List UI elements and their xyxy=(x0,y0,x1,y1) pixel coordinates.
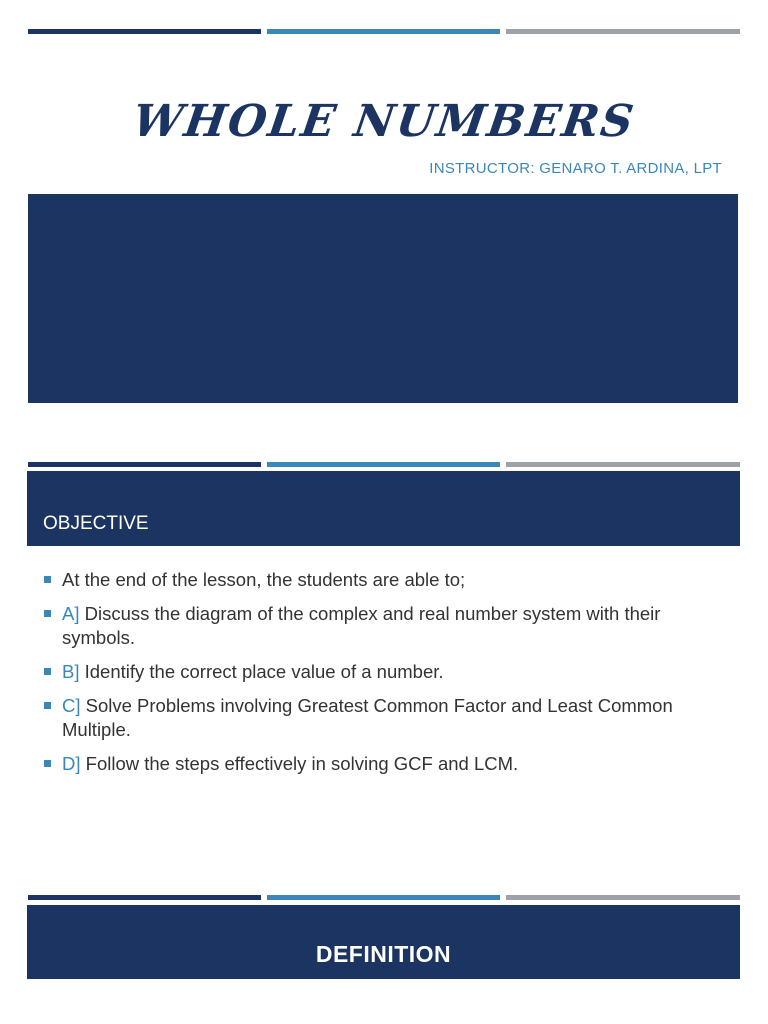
bar-segment-blue xyxy=(267,462,500,467)
bar-segment-navy xyxy=(28,29,261,34)
slide3-top-bar xyxy=(28,895,740,900)
list-item xyxy=(44,752,724,776)
list-item xyxy=(44,694,724,742)
bullet-tag: D] xyxy=(62,753,81,774)
objective-list xyxy=(44,568,724,786)
bar-segment-navy xyxy=(28,895,261,900)
bullet-text: Identify the correct place value of a number. xyxy=(79,661,444,682)
definition-header xyxy=(27,905,740,979)
square-bullet-icon xyxy=(44,668,51,675)
bar-segment-gray xyxy=(506,895,740,900)
bar-segment-gray xyxy=(506,462,740,467)
objective-header xyxy=(27,471,740,546)
list-item xyxy=(44,602,724,650)
bullet-text: Discuss the diagram of the complex and real number system with their symbols. xyxy=(62,603,661,648)
bullet-text: Solve Problems involving Greatest Common Factor and Least Common Multiple. xyxy=(62,695,673,740)
bar-segment-blue xyxy=(267,895,500,900)
slide-title: WHOLE NUMBERS xyxy=(129,96,639,147)
slide1-top-bar xyxy=(28,29,740,34)
bullet-text: Follow the steps effectively in solving GCF and LCM. xyxy=(80,753,519,774)
bullet-text: At the end of the lesson, the students are able to; xyxy=(62,569,466,590)
objective-heading: OBJECTIVE xyxy=(43,513,149,534)
square-bullet-icon xyxy=(44,610,51,617)
list-item xyxy=(44,660,724,684)
slide2-top-bar xyxy=(28,462,740,467)
list-item xyxy=(44,568,724,592)
bar-segment-navy xyxy=(28,462,261,467)
square-bullet-icon xyxy=(44,702,51,709)
bar-segment-blue xyxy=(267,29,500,34)
bullet-tag: A] xyxy=(62,603,80,624)
bar-segment-gray xyxy=(506,29,740,34)
instructor-subtitle: INSTRUCTOR: GENARO T. ARDINA, LPT xyxy=(429,160,722,177)
square-bullet-icon xyxy=(44,760,51,767)
square-bullet-icon xyxy=(44,576,51,583)
bullet-tag: C] xyxy=(62,695,81,716)
bullet-tag: B] xyxy=(62,661,80,682)
title-slide-panel xyxy=(28,194,738,403)
definition-heading: DEFINITION xyxy=(315,941,452,967)
